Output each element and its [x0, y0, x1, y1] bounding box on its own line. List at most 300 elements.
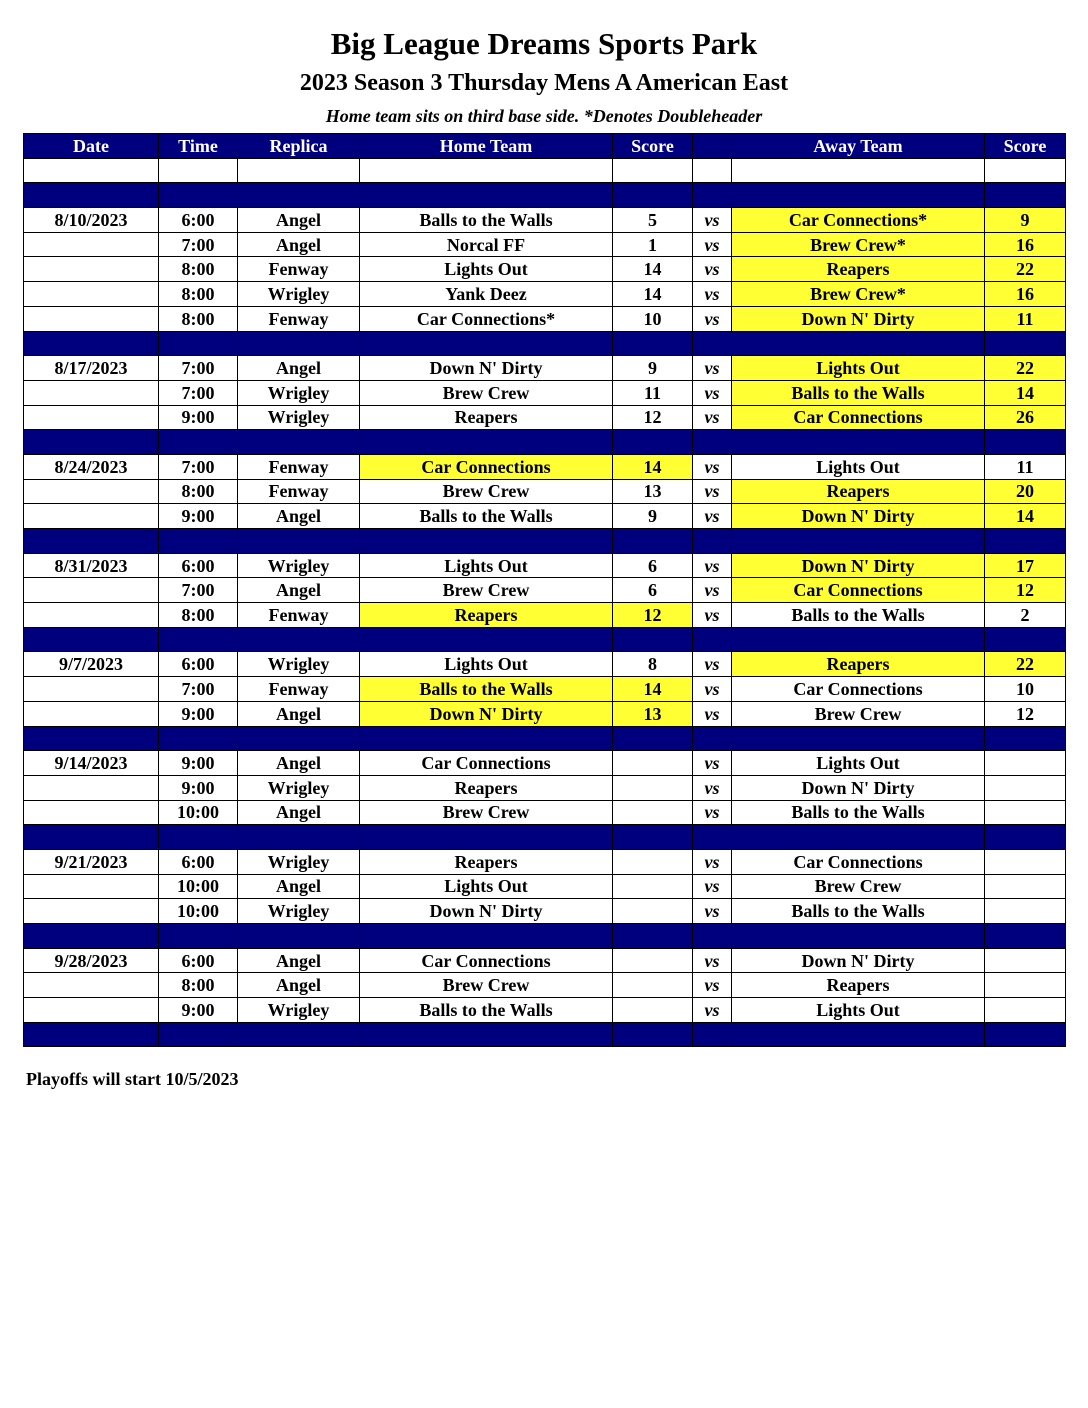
- home-team: Brew Crew: [360, 380, 613, 405]
- empty-cell: [732, 1022, 985, 1047]
- empty-cell: [985, 430, 1066, 455]
- home-score: 6: [613, 553, 693, 578]
- game-time: 9:00: [159, 775, 238, 800]
- vs-label: vs: [693, 973, 732, 998]
- empty-cell: [159, 158, 238, 183]
- vs-label: vs: [693, 849, 732, 874]
- empty-cell: [159, 627, 238, 652]
- vs-label: vs: [693, 282, 732, 307]
- home-team: Car Connections: [360, 948, 613, 973]
- empty-cell: [613, 627, 693, 652]
- game-time: 7:00: [159, 232, 238, 257]
- empty-cell: [360, 529, 613, 554]
- separator-row: [24, 529, 1066, 554]
- away-team: Balls to the Walls: [732, 380, 985, 405]
- away-score: 22: [985, 257, 1066, 282]
- game-date: [24, 306, 159, 331]
- away-team: Lights Out: [732, 356, 985, 381]
- empty-cell: [985, 331, 1066, 356]
- empty-cell: [613, 726, 693, 751]
- game-replica-field: Fenway: [238, 603, 360, 628]
- home-score: 1: [613, 232, 693, 257]
- game-row: [24, 257, 1066, 282]
- empty-cell: [360, 924, 613, 949]
- vs-label: vs: [693, 751, 732, 776]
- separator-row: [24, 627, 1066, 652]
- home-score: 11: [613, 380, 693, 405]
- game-date: 8/24/2023: [24, 454, 159, 479]
- game-date: 9/28/2023: [24, 948, 159, 973]
- home-score: [613, 775, 693, 800]
- empty-cell: [159, 331, 238, 356]
- empty-cell: [732, 529, 985, 554]
- empty-cell: [159, 430, 238, 455]
- game-replica-field: Wrigley: [238, 652, 360, 677]
- game-row: [24, 948, 1066, 973]
- empty-cell: [985, 825, 1066, 850]
- game-replica-field: Wrigley: [238, 282, 360, 307]
- game-date: [24, 973, 159, 998]
- game-row: [24, 775, 1066, 800]
- vs-label: vs: [693, 405, 732, 430]
- empty-cell: [732, 331, 985, 356]
- away-team: Brew Crew: [732, 701, 985, 726]
- empty-cell: [732, 158, 985, 183]
- home-score: [613, 973, 693, 998]
- game-replica-field: Angel: [238, 751, 360, 776]
- away-score: [985, 751, 1066, 776]
- vs-label: vs: [693, 775, 732, 800]
- home-score: [613, 849, 693, 874]
- away-team: Car Connections: [732, 849, 985, 874]
- empty-cell: [24, 158, 159, 183]
- game-time: 9:00: [159, 751, 238, 776]
- game-time: 9:00: [159, 504, 238, 529]
- game-date: [24, 677, 159, 702]
- home-score: [613, 800, 693, 825]
- game-replica-field: Angel: [238, 232, 360, 257]
- vs-label: vs: [693, 479, 732, 504]
- empty-cell: [238, 331, 360, 356]
- away-team: Balls to the Walls: [732, 800, 985, 825]
- home-team: Yank Deez: [360, 282, 613, 307]
- away-team: Brew Crew*: [732, 232, 985, 257]
- game-time: 10:00: [159, 874, 238, 899]
- game-time: 6:00: [159, 849, 238, 874]
- home-score: 8: [613, 652, 693, 677]
- empty-cell: [613, 825, 693, 850]
- empty-cell: [238, 627, 360, 652]
- empty-cell: [360, 430, 613, 455]
- empty-cell: [360, 726, 613, 751]
- game-date: [24, 578, 159, 603]
- away-team: Car Connections: [732, 405, 985, 430]
- home-team: Reapers: [360, 603, 613, 628]
- home-team: Balls to the Walls: [360, 998, 613, 1023]
- vs-label: vs: [693, 948, 732, 973]
- away-score: 9: [985, 208, 1066, 233]
- empty-cell: [24, 726, 159, 751]
- col-header-vs: [693, 134, 732, 159]
- game-date: 9/14/2023: [24, 751, 159, 776]
- game-date: 8/17/2023: [24, 356, 159, 381]
- game-replica-field: Angel: [238, 578, 360, 603]
- game-row: [24, 751, 1066, 776]
- game-replica-field: Wrigley: [238, 849, 360, 874]
- away-score: [985, 948, 1066, 973]
- empty-cell: [24, 825, 159, 850]
- col-header-away-team: Away Team: [732, 134, 985, 159]
- game-time: 6:00: [159, 208, 238, 233]
- away-team: Reapers: [732, 479, 985, 504]
- home-score: [613, 874, 693, 899]
- away-team: Balls to the Walls: [732, 899, 985, 924]
- home-score: 13: [613, 479, 693, 504]
- blank-row: [24, 158, 1066, 183]
- game-replica-field: Fenway: [238, 257, 360, 282]
- empty-cell: [732, 183, 985, 208]
- game-date: [24, 479, 159, 504]
- game-replica-field: Wrigley: [238, 998, 360, 1023]
- game-time: 7:00: [159, 578, 238, 603]
- game-date: [24, 232, 159, 257]
- game-time: 9:00: [159, 998, 238, 1023]
- home-team: Norcal FF: [360, 232, 613, 257]
- game-replica-field: Fenway: [238, 306, 360, 331]
- empty-cell: [732, 627, 985, 652]
- away-score: 10: [985, 677, 1066, 702]
- vs-label: vs: [693, 208, 732, 233]
- vs-label: vs: [693, 356, 732, 381]
- empty-cell: [24, 924, 159, 949]
- away-score: [985, 973, 1066, 998]
- game-row: [24, 282, 1066, 307]
- game-replica-field: Fenway: [238, 677, 360, 702]
- away-team: Car Connections: [732, 677, 985, 702]
- separator-row: [24, 825, 1066, 850]
- away-score: 11: [985, 306, 1066, 331]
- game-date: 9/7/2023: [24, 652, 159, 677]
- home-score: 13: [613, 701, 693, 726]
- game-time: 7:00: [159, 677, 238, 702]
- empty-cell: [24, 331, 159, 356]
- game-replica-field: Fenway: [238, 454, 360, 479]
- home-team: Reapers: [360, 405, 613, 430]
- vs-label: vs: [693, 578, 732, 603]
- vs-label: vs: [693, 701, 732, 726]
- empty-cell: [159, 726, 238, 751]
- away-score: [985, 849, 1066, 874]
- game-time: 6:00: [159, 948, 238, 973]
- vs-label: vs: [693, 553, 732, 578]
- game-row: [24, 479, 1066, 504]
- empty-cell: [613, 529, 693, 554]
- home-team: Balls to the Walls: [360, 208, 613, 233]
- empty-cell: [360, 825, 613, 850]
- empty-cell: [613, 331, 693, 356]
- game-time: 10:00: [159, 800, 238, 825]
- game-replica-field: Angel: [238, 701, 360, 726]
- away-score: 14: [985, 504, 1066, 529]
- game-date: [24, 775, 159, 800]
- away-team: Lights Out: [732, 454, 985, 479]
- header-row: [24, 134, 1066, 159]
- away-team: Brew Crew: [732, 874, 985, 899]
- empty-cell: [24, 627, 159, 652]
- game-row: [24, 849, 1066, 874]
- vs-label: vs: [693, 998, 732, 1023]
- col-header-away-score: Score: [985, 134, 1066, 159]
- game-date: 8/31/2023: [24, 553, 159, 578]
- empty-cell: [613, 430, 693, 455]
- playoffs-note: Playoffs will start 10/5/2023: [26, 1069, 239, 1089]
- home-team: Down N' Dirty: [360, 899, 613, 924]
- empty-cell: [693, 627, 732, 652]
- game-date: [24, 701, 159, 726]
- game-date: [24, 800, 159, 825]
- game-time: 7:00: [159, 454, 238, 479]
- home-team: Reapers: [360, 775, 613, 800]
- home-team: Lights Out: [360, 553, 613, 578]
- game-date: [24, 257, 159, 282]
- game-date: [24, 603, 159, 628]
- home-score: 14: [613, 454, 693, 479]
- empty-cell: [159, 529, 238, 554]
- home-score: 12: [613, 603, 693, 628]
- game-date: [24, 998, 159, 1023]
- empty-cell: [693, 158, 732, 183]
- game-row: [24, 899, 1066, 924]
- game-date: 9/21/2023: [24, 849, 159, 874]
- game-replica-field: Angel: [238, 874, 360, 899]
- away-team: Reapers: [732, 973, 985, 998]
- col-header-home-score: Score: [613, 134, 693, 159]
- away-score: [985, 800, 1066, 825]
- vs-label: vs: [693, 380, 732, 405]
- game-row: [24, 208, 1066, 233]
- empty-cell: [238, 430, 360, 455]
- game-time: 9:00: [159, 701, 238, 726]
- vs-label: vs: [693, 677, 732, 702]
- col-header-date: Date: [24, 134, 159, 159]
- away-score: 22: [985, 356, 1066, 381]
- empty-cell: [238, 158, 360, 183]
- home-team: Brew Crew: [360, 578, 613, 603]
- game-time: 8:00: [159, 479, 238, 504]
- empty-cell: [732, 726, 985, 751]
- empty-cell: [159, 825, 238, 850]
- separator-row: [24, 183, 1066, 208]
- vs-label: vs: [693, 899, 732, 924]
- empty-cell: [360, 331, 613, 356]
- away-score: 17: [985, 553, 1066, 578]
- vs-label: vs: [693, 603, 732, 628]
- empty-cell: [985, 529, 1066, 554]
- away-score: 26: [985, 405, 1066, 430]
- home-team: Brew Crew: [360, 479, 613, 504]
- away-score: 2: [985, 603, 1066, 628]
- away-team: Lights Out: [732, 998, 985, 1023]
- empty-cell: [24, 1022, 159, 1047]
- empty-cell: [613, 183, 693, 208]
- empty-cell: [613, 158, 693, 183]
- game-row: [24, 800, 1066, 825]
- game-replica-field: Wrigley: [238, 775, 360, 800]
- away-team: Down N' Dirty: [732, 306, 985, 331]
- away-team: Down N' Dirty: [732, 504, 985, 529]
- game-time: 8:00: [159, 257, 238, 282]
- empty-cell: [732, 825, 985, 850]
- home-team: Balls to the Walls: [360, 677, 613, 702]
- empty-cell: [159, 183, 238, 208]
- empty-cell: [24, 183, 159, 208]
- game-replica-field: Angel: [238, 948, 360, 973]
- game-row: [24, 504, 1066, 529]
- home-team: Balls to the Walls: [360, 504, 613, 529]
- empty-cell: [238, 183, 360, 208]
- home-score: 12: [613, 405, 693, 430]
- game-row: [24, 701, 1066, 726]
- home-score: 5: [613, 208, 693, 233]
- empty-cell: [159, 924, 238, 949]
- home-score: [613, 998, 693, 1023]
- empty-cell: [360, 158, 613, 183]
- away-score: 20: [985, 479, 1066, 504]
- game-replica-field: Angel: [238, 504, 360, 529]
- empty-cell: [693, 726, 732, 751]
- home-team: Car Connections*: [360, 306, 613, 331]
- game-row: [24, 603, 1066, 628]
- game-row: [24, 973, 1066, 998]
- vs-label: vs: [693, 652, 732, 677]
- empty-cell: [985, 1022, 1066, 1047]
- home-team: Lights Out: [360, 652, 613, 677]
- home-team: Reapers: [360, 849, 613, 874]
- separator-row: [24, 430, 1066, 455]
- game-time: 7:00: [159, 380, 238, 405]
- home-score: 6: [613, 578, 693, 603]
- home-team: Down N' Dirty: [360, 701, 613, 726]
- home-team: Lights Out: [360, 874, 613, 899]
- away-team: Car Connections: [732, 578, 985, 603]
- separator-row: [24, 331, 1066, 356]
- game-time: 8:00: [159, 282, 238, 307]
- empty-cell: [693, 1022, 732, 1047]
- game-date: 8/10/2023: [24, 208, 159, 233]
- empty-cell: [238, 1022, 360, 1047]
- empty-cell: [693, 825, 732, 850]
- away-score: 12: [985, 578, 1066, 603]
- game-date: [24, 899, 159, 924]
- empty-cell: [985, 158, 1066, 183]
- empty-cell: [238, 924, 360, 949]
- away-team: Lights Out: [732, 751, 985, 776]
- away-score: 12: [985, 701, 1066, 726]
- away-team: Reapers: [732, 257, 985, 282]
- vs-label: vs: [693, 504, 732, 529]
- away-team: Balls to the Walls: [732, 603, 985, 628]
- col-header-home-team: Home Team: [360, 134, 613, 159]
- away-score: [985, 874, 1066, 899]
- game-row: [24, 874, 1066, 899]
- empty-cell: [693, 430, 732, 455]
- col-header-time: Time: [159, 134, 238, 159]
- home-team: Brew Crew: [360, 973, 613, 998]
- home-score: 10: [613, 306, 693, 331]
- empty-cell: [985, 627, 1066, 652]
- game-time: 6:00: [159, 553, 238, 578]
- vs-label: vs: [693, 454, 732, 479]
- away-score: 16: [985, 282, 1066, 307]
- home-team: Lights Out: [360, 257, 613, 282]
- game-time: 9:00: [159, 405, 238, 430]
- game-row: [24, 356, 1066, 381]
- schedule-table: [23, 133, 1066, 1047]
- home-team: Brew Crew: [360, 800, 613, 825]
- empty-cell: [693, 183, 732, 208]
- home-score: [613, 948, 693, 973]
- empty-cell: [985, 183, 1066, 208]
- home-score: 9: [613, 356, 693, 381]
- empty-cell: [985, 726, 1066, 751]
- away-score: 14: [985, 380, 1066, 405]
- empty-cell: [360, 183, 613, 208]
- game-date: [24, 405, 159, 430]
- home-score: [613, 751, 693, 776]
- game-date: [24, 380, 159, 405]
- vs-label: vs: [693, 874, 732, 899]
- game-date: [24, 282, 159, 307]
- empty-cell: [693, 924, 732, 949]
- away-score: 11: [985, 454, 1066, 479]
- vs-label: vs: [693, 257, 732, 282]
- game-row: [24, 578, 1066, 603]
- game-replica-field: Fenway: [238, 479, 360, 504]
- away-score: [985, 899, 1066, 924]
- empty-cell: [238, 529, 360, 554]
- empty-cell: [360, 627, 613, 652]
- away-team: Down N' Dirty: [732, 553, 985, 578]
- game-row: [24, 677, 1066, 702]
- home-score: 14: [613, 677, 693, 702]
- game-date: [24, 504, 159, 529]
- empty-cell: [24, 529, 159, 554]
- game-time: 8:00: [159, 603, 238, 628]
- game-row: [24, 454, 1066, 479]
- schedule-note: Home team sits on third base side. *Denotes Doubleheader: [325, 106, 763, 126]
- game-row: [24, 652, 1066, 677]
- home-score: 9: [613, 504, 693, 529]
- home-team: Car Connections: [360, 751, 613, 776]
- away-team: Down N' Dirty: [732, 948, 985, 973]
- away-score: [985, 775, 1066, 800]
- game-replica-field: Wrigley: [238, 405, 360, 430]
- home-team: Down N' Dirty: [360, 356, 613, 381]
- empty-cell: [693, 331, 732, 356]
- game-row: [24, 998, 1066, 1023]
- game-time: 8:00: [159, 306, 238, 331]
- game-time: 6:00: [159, 652, 238, 677]
- empty-cell: [238, 726, 360, 751]
- vs-label: vs: [693, 306, 732, 331]
- page-title: Big League Dreams Sports Park: [330, 26, 758, 61]
- away-team: Reapers: [732, 652, 985, 677]
- game-replica-field: Angel: [238, 208, 360, 233]
- game-replica-field: Wrigley: [238, 553, 360, 578]
- game-row: [24, 380, 1066, 405]
- page-subtitle: 2023 Season 3 Thursday Mens A American East: [299, 70, 789, 96]
- empty-cell: [159, 1022, 238, 1047]
